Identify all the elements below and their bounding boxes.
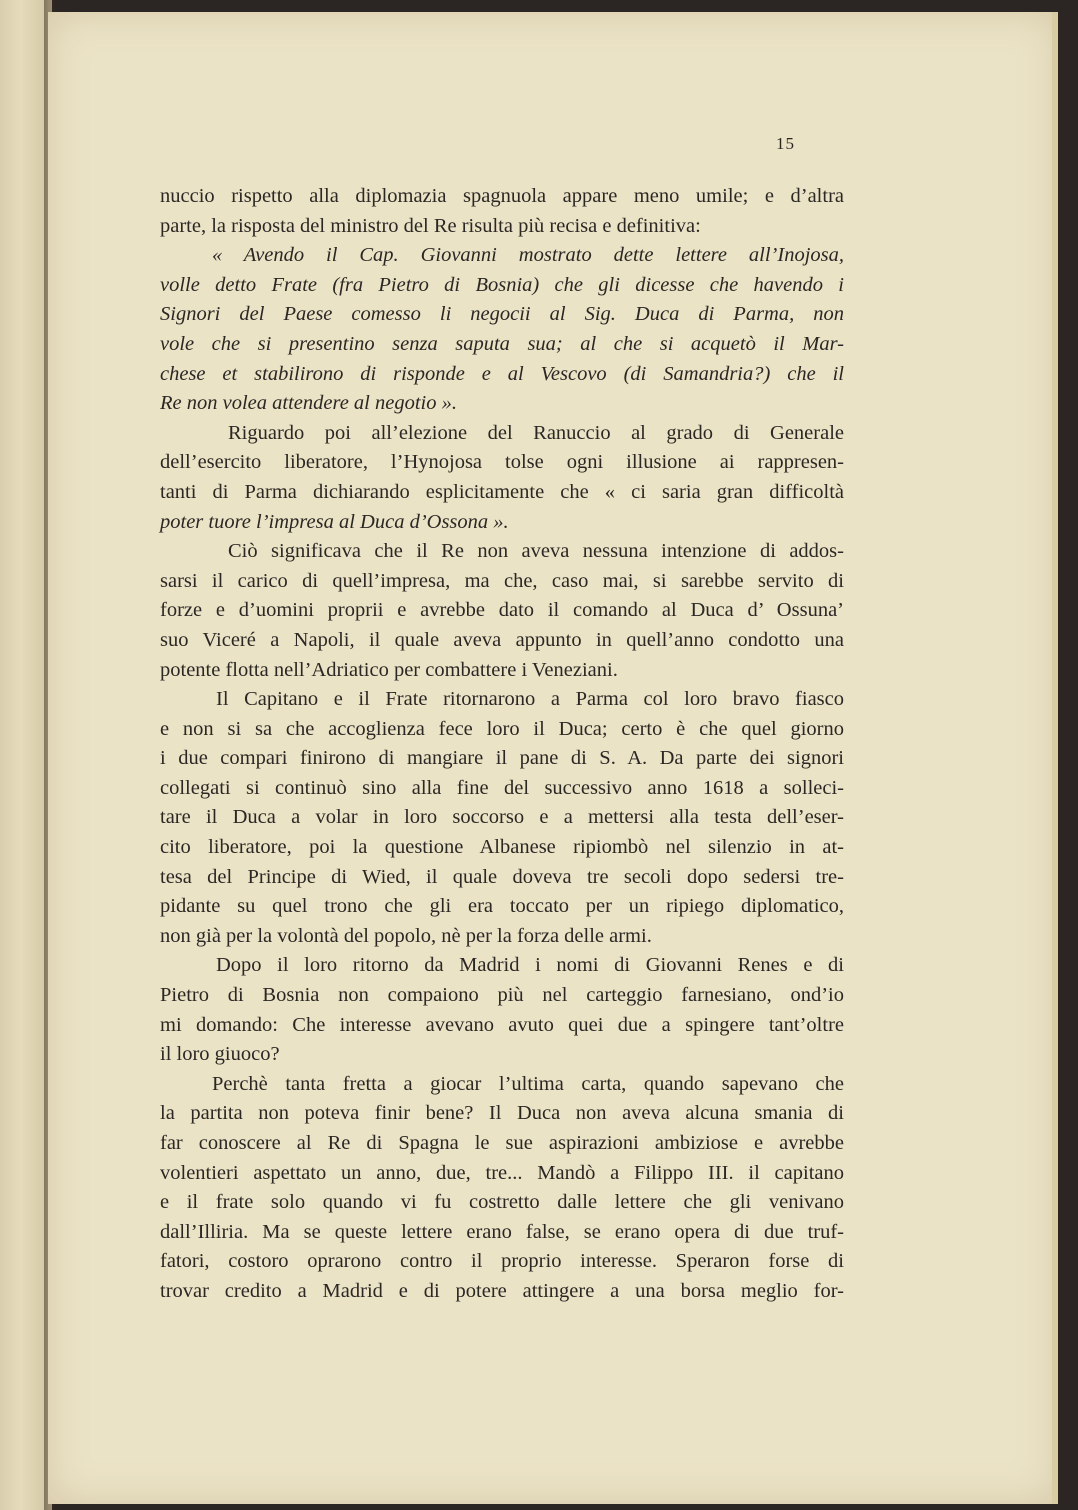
paragraph-5 <box>160 685 844 951</box>
text-line: Signori del Paese comesso li negocii al Sig. Duca di Parma, non <box>160 303 844 326</box>
text-line: collegati si continuò sino alla fine del successivo anno 1618 a solleci- <box>160 776 844 799</box>
text-line: il loro giuoco? <box>160 1043 280 1066</box>
text-line: dell’esercito liberatore, l’Hynojosa tolse ogni illusione ai rappresen- <box>160 451 844 474</box>
text-line: chese et stabilirono di risponde e al Vescovo (di Samandria?) che il <box>160 362 844 385</box>
text-line: parte, la risposta del ministro del Re risulta più recisa e definitiva: <box>160 214 701 237</box>
text-line: dall’Illiria. Ma se queste lettere erano false, se erano opera di due truf- <box>160 1220 844 1243</box>
text-line: mi domando: Che interesse avevano avuto quei due a spingere tant’oltre <box>160 1013 844 1036</box>
text-line: far conoscere al Re di Spagna le sue aspirazioni ambiziose e avrebbe <box>160 1132 844 1154</box>
text-line: « Avendo il Cap. Giovanni mostrato dette lettere all’Inojosa, <box>212 244 844 267</box>
text-line: Il Capitano e il Frate ritornarono a Parma col loro bravo fiasco <box>216 688 844 711</box>
text-line: Re non volea attendere al negotio ». <box>160 392 457 415</box>
text-line: cito liberatore, poi la questione Albanese ripiombò nel silenzio in at- <box>160 836 844 859</box>
text-line: Pietro di Bosnia non compaiono più nel carteggio farnesiano, ond’io <box>160 984 844 1007</box>
text-line: Riguardo poi all’elezione del Ranuccio al grado di Generale <box>228 421 844 444</box>
text-line: suo Viceré a Napoli, il quale aveva appunto in quell’anno condotto una <box>160 628 844 651</box>
text-line: pidante su quel trono che gli era toccato per un ripiego diplomatico, <box>160 895 844 918</box>
text-line: Perchè tanta fretta a giocar l’ultima carta, quando sapevano che <box>212 1072 844 1095</box>
text-line: potente flotta nell’Adriatico per combattere i Veneziani. <box>160 658 618 681</box>
text-line: tesa del Principe di Wied, il quale doveva tre secoli dopo sedersi tre- <box>160 865 844 888</box>
text-line: tanti di Parma dichiarando esplicitamente che « ci saria gran difficoltà <box>160 480 844 503</box>
text-line: i due compari finirono di mangiare il pane di S. A. Da parte dei signori <box>160 747 844 770</box>
paragraph-6 <box>160 951 844 1069</box>
paragraph-2-quotation <box>160 241 844 419</box>
text-line: e il frate solo quando vi fu costretto dalle lettere che gli venivano <box>160 1191 844 1214</box>
paragraph-4 <box>160 537 844 685</box>
page-body-text <box>160 182 844 1307</box>
text-line: la partita non poteva finir bene? Il Duca non aveva alcuna smania di <box>160 1102 844 1125</box>
text-line: fatori, costoro oprarono contro il proprio interesse. Speraron forse di <box>160 1250 844 1273</box>
page-number: 15 <box>776 134 795 153</box>
paragraph-1 <box>160 182 844 241</box>
text-line: nuccio rispetto alla diplomazia spagnuola appare meno umile; e d’altra <box>160 185 844 207</box>
text-line: volentieri aspettato un anno, due, tre... Mandò a Filippo III. il capitano <box>160 1161 844 1184</box>
text-line: volle detto Frate (fra Pietro di Bosnia) che gli dicesse che havendo i <box>160 273 844 296</box>
text-line: Dopo il loro ritorno da Madrid i nomi di Giovanni Renes e di <box>216 954 844 977</box>
text-line: sarsi il carico di quell’impresa, ma che, caso mai, si sarebbe servito di <box>160 569 844 592</box>
text-line: forze e d’uomini proprii e avrebbe dato il comando al Duca d’ Ossuna’ <box>160 599 844 622</box>
text-line: e non si sa che accoglienza fece loro il Duca; certo è che quel giorno <box>160 717 844 740</box>
page-edge <box>1052 12 1058 1504</box>
paragraph-7 <box>160 1070 844 1307</box>
text-line: trovar credito a Madrid e di potere attingere a una borsa meglio for- <box>160 1279 844 1302</box>
text-line: vole che si presentino senza saputa sua; al che si acquetò il Mar- <box>160 332 844 355</box>
text-line: Ciò significava che il Re non aveva nessuna intenzione di addos- <box>228 540 844 563</box>
text-line: tare il Duca a volar in loro soccorso e a mettersi alla testa dell’eser- <box>160 806 844 829</box>
text-line: poter tuore l’impresa al Duca d’Ossona ». <box>160 510 509 533</box>
text-line: non già per la volontà del popolo, nè per la forza delle armi. <box>160 924 652 947</box>
paragraph-3 <box>160 419 844 537</box>
